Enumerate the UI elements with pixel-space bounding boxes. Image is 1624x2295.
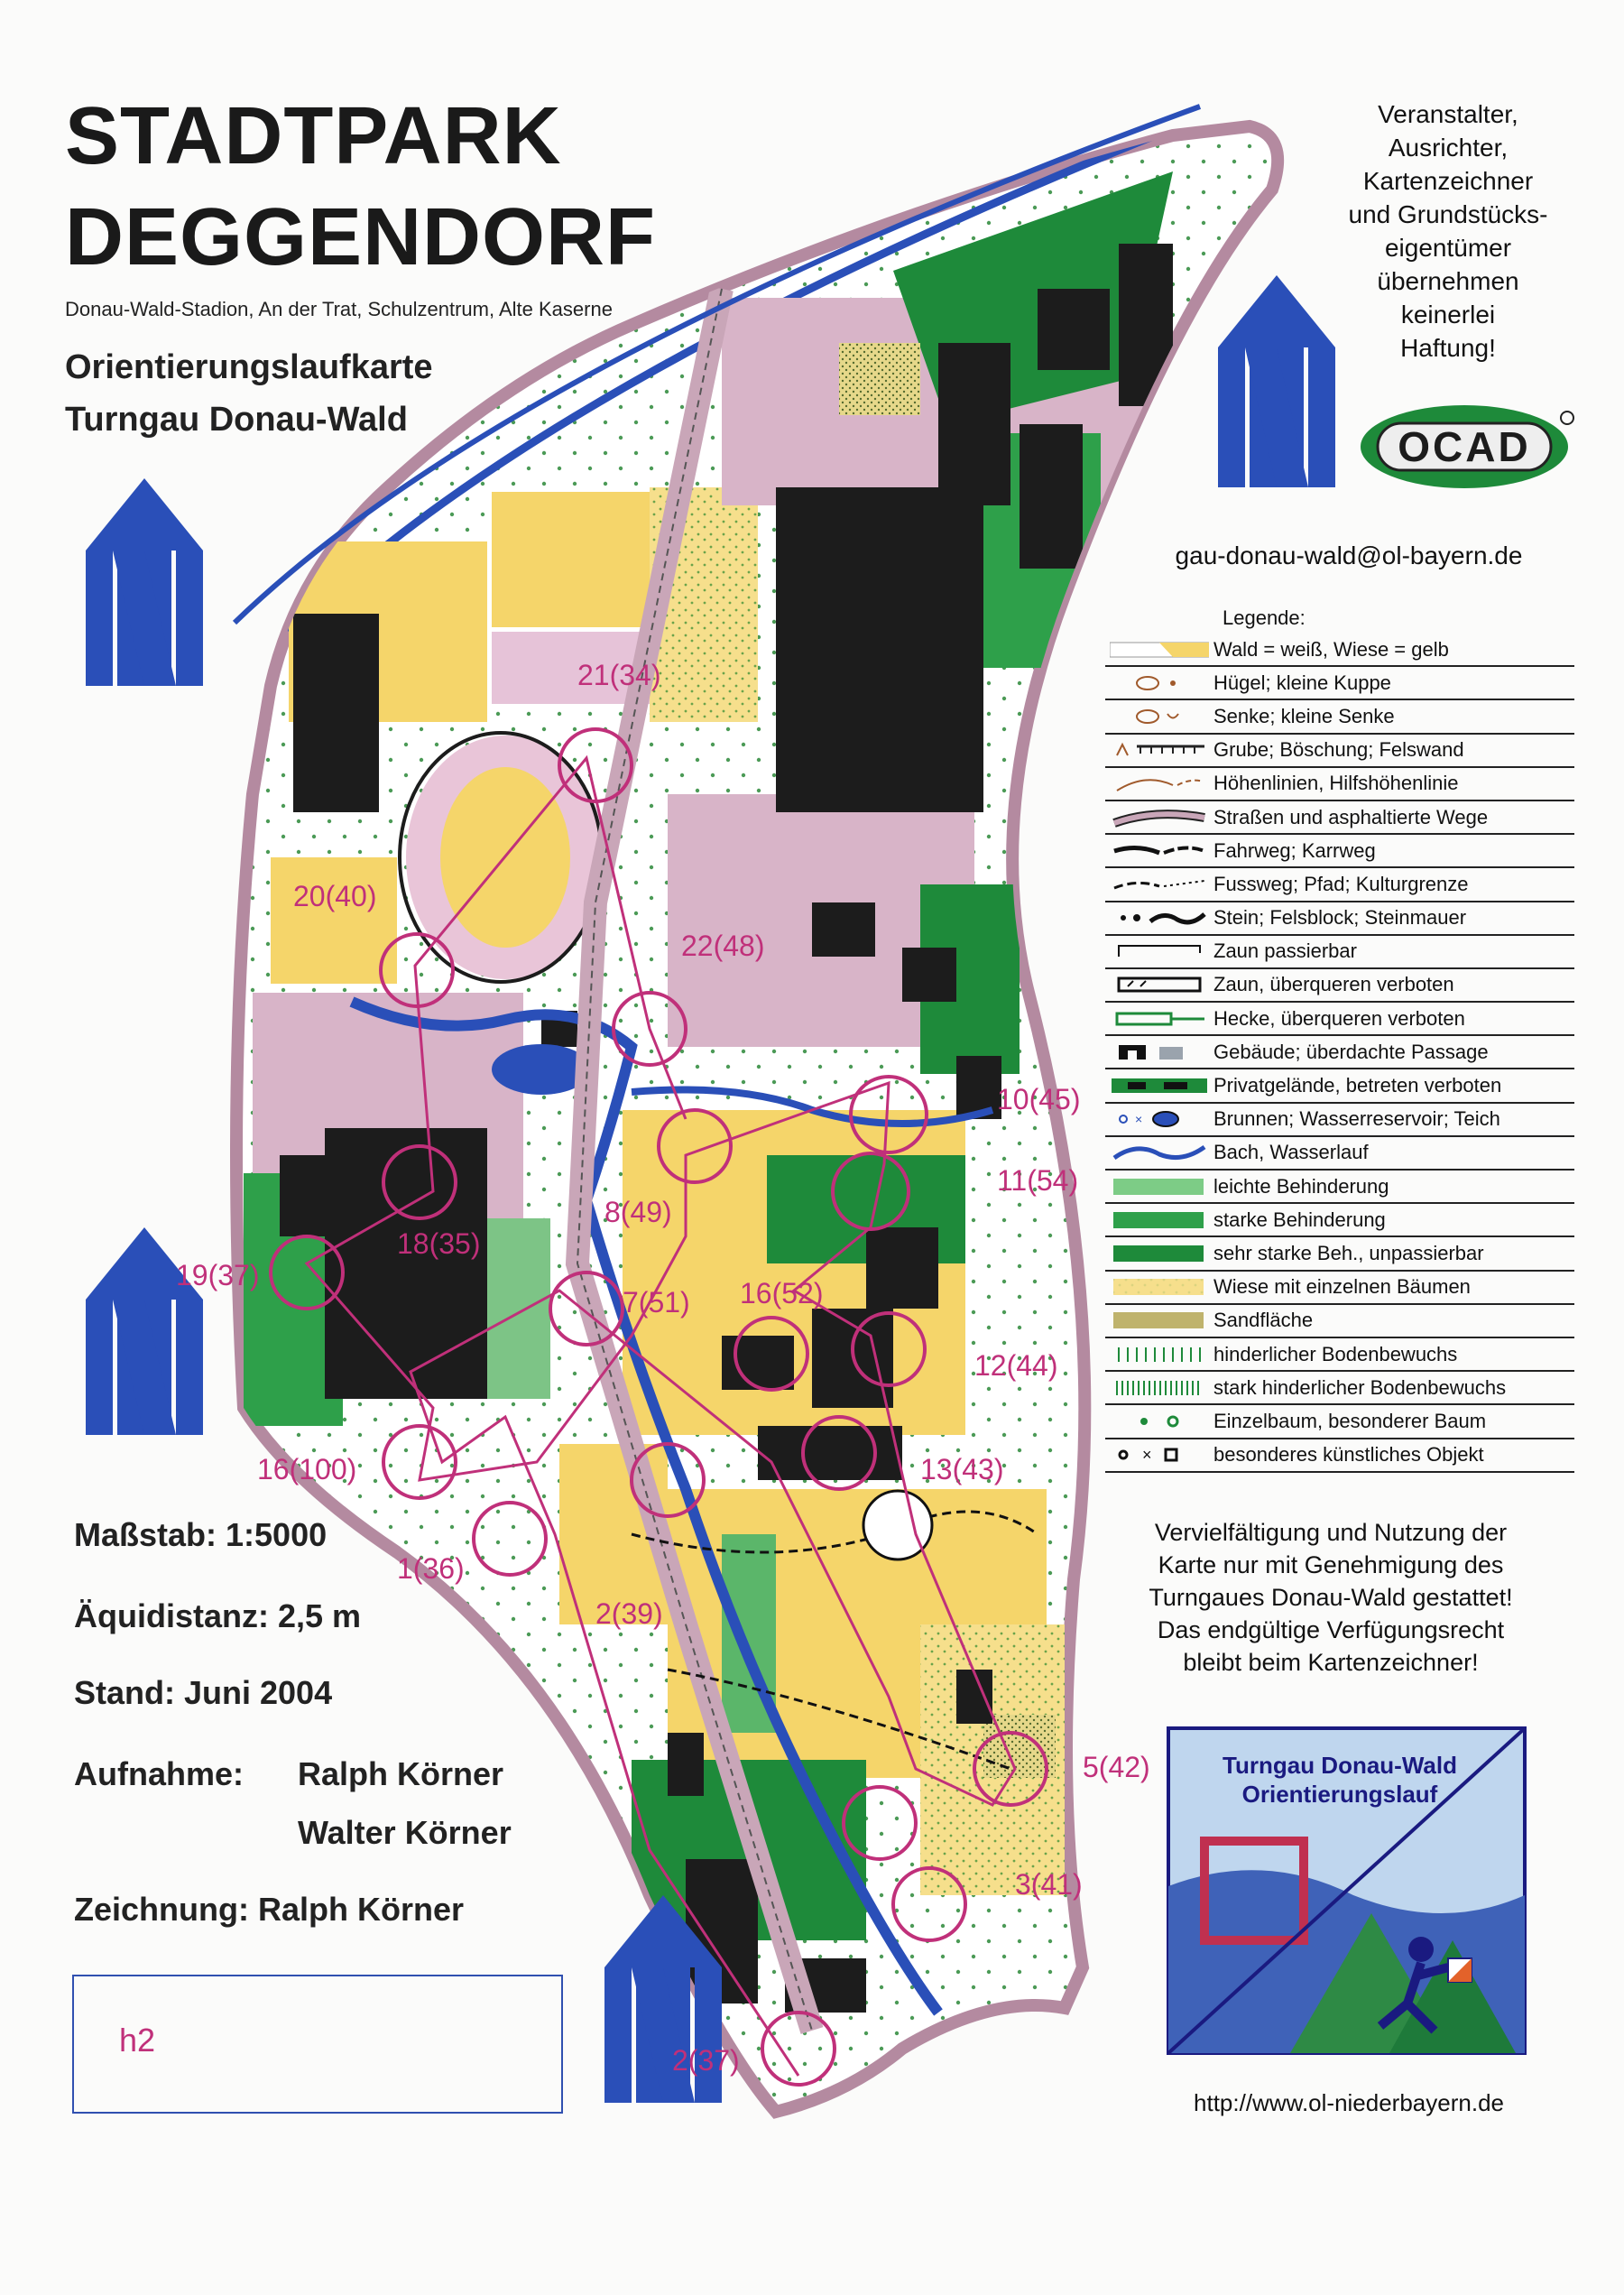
copyright-line: Das endgültige Verfügungsrecht [1157, 1616, 1505, 1643]
hill-icon [1105, 667, 1213, 699]
footpath-icon [1105, 868, 1213, 900]
copyright-line: Turngaues Donau-Wald gestattet! [1149, 1584, 1513, 1611]
legend-row-green-medium [1105, 1204, 1574, 1237]
legend-label: Sandfläche [1213, 1309, 1314, 1332]
copyright-line: Karte nur mit Genehmigung des [1158, 1551, 1504, 1578]
legend-row-forest-meadow [1105, 634, 1574, 667]
legend-label: hinderlicher Bodenbewuchs [1213, 1342, 1458, 1365]
control-label: 1(36) [397, 1552, 465, 1585]
legend-row-footpath [1105, 868, 1574, 902]
tree-icon [1105, 1405, 1213, 1437]
legend-row-private [1105, 1069, 1574, 1103]
ocad-logo [1358, 402, 1579, 492]
legend-label: Straßen und asphaltierte Wege [1213, 805, 1489, 828]
fence-icon [1105, 936, 1213, 967]
legend-row-undergrowth-strong [1105, 1372, 1574, 1405]
north-arrow-icon [86, 478, 203, 686]
legend-row-undergrowth [1105, 1338, 1574, 1372]
special-object-icon [1105, 1439, 1213, 1471]
control-label: 5(42) [1083, 1751, 1150, 1783]
legend-row-pit-cliff [1105, 735, 1574, 768]
track-icon [1105, 835, 1213, 866]
control-label: 2(39) [595, 1597, 663, 1630]
svg-text:×: × [1135, 1112, 1143, 1127]
sand-icon [1105, 1305, 1213, 1337]
legend [1105, 634, 1574, 1473]
copyright-line: bleibt beim Kartenzeichner! [1183, 1649, 1479, 1676]
boulder-icon [1105, 902, 1213, 934]
legend-title: Legende: [1223, 606, 1306, 629]
copyright-line: Vervielfältigung und Nutzung der [1154, 1519, 1508, 1546]
map-title [65, 86, 656, 288]
map-type-line-2: Turngau Donau-Wald [65, 401, 408, 439]
map-subtitle: Donau-Wald-Stadion, An der Trat, Schulzentrum, Alte Kaserne [65, 298, 613, 320]
legend-label: Privatgelände, betreten verboten [1213, 1074, 1502, 1097]
legend-label: sehr starke Beh., unpassierbar [1213, 1241, 1484, 1264]
legend-row-hill [1105, 667, 1574, 700]
legend-row-road [1105, 801, 1574, 835]
legend-row-water-point [1105, 1104, 1574, 1137]
legend-row-boulder [1105, 902, 1574, 936]
disclaimer-line: und Grundstücks- [1348, 200, 1548, 228]
water-point-icon [1105, 1104, 1213, 1135]
legend-label: Gebäude; überdachte Passage [1213, 1040, 1489, 1063]
legend-label: starke Behinderung [1213, 1208, 1386, 1231]
disclaimer-line: keinerlei [1400, 301, 1496, 329]
green-dark-icon [1105, 1237, 1213, 1269]
forest-meadow-icon [1105, 634, 1213, 665]
club-logo-line-1: Turngau Donau-Wald [1223, 1752, 1457, 1779]
legend-label: stark hinderlicher Bodenbewuchs [1213, 1375, 1507, 1399]
legend-label: leichte Behinderung [1213, 1174, 1389, 1198]
control-label: 12(44) [974, 1349, 1058, 1382]
legend-label: Grube; Böschung; Felswand [1213, 738, 1464, 762]
map-date: Stand: Juni 2004 [74, 1674, 333, 1711]
legend-row-sand [1105, 1305, 1574, 1338]
contour-interval: Äquidistanz: 2,5 m [74, 1597, 362, 1634]
private-icon [1105, 1069, 1213, 1101]
depression-icon [1105, 700, 1213, 732]
disclaimer-line: Haftung! [1400, 334, 1496, 362]
legend-label: Stein; Felsblock; Steinmauer [1213, 906, 1467, 930]
copyright-notice [1119, 1516, 1543, 1679]
legend-label: Höhenlinien, Hilfshöhenlinie [1213, 772, 1459, 795]
legend-row-fence-forbidden [1105, 969, 1574, 1003]
control-label: 8(49) [604, 1196, 672, 1228]
website-link[interactable]: http://www.ol-niederbayern.de [1194, 2089, 1504, 2116]
green-medium-icon [1105, 1204, 1213, 1235]
building-icon [1105, 1036, 1213, 1068]
legend-row-green-light [1105, 1171, 1574, 1204]
contact-email[interactable]: gau-donau-wald@ol-bayern.de [1175, 541, 1523, 569]
legend-label: Wald = weiß, Wiese = gelb [1213, 637, 1449, 661]
legend-row-depression [1105, 700, 1574, 734]
title-line-1: STADTPARK [65, 91, 562, 181]
contour-icon [1105, 768, 1213, 800]
legend-label: Brunnen; Wasserreservoir; Teich [1213, 1107, 1500, 1131]
legend-label: besonderes künstliches Objekt [1213, 1443, 1484, 1467]
survey-label: Aufnahme: [74, 1755, 244, 1792]
disclaimer-line: Kartenzeichner [1362, 167, 1534, 195]
control-label: 16(100) [257, 1453, 357, 1485]
legend-row-stream [1105, 1137, 1574, 1171]
legend-row-hedge [1105, 1003, 1574, 1036]
control-label: 21(34) [577, 659, 661, 691]
map-type-line-1: Orientierungslaufkarte [65, 348, 433, 386]
disclaimer-line: Veranstalter, [1378, 100, 1518, 128]
map-scale: Maßstab: 1:5000 [74, 1516, 328, 1553]
club-logo-line-2: Orientierungslauf [1241, 1781, 1438, 1808]
control-label: 13(43) [920, 1453, 1004, 1485]
svg-text:×: × [1142, 1446, 1152, 1465]
fence-forbidden-icon [1105, 969, 1213, 1001]
disclaimer-line: übernehmen [1377, 267, 1519, 295]
control-label: 18(35) [397, 1227, 481, 1260]
legend-label: Einzelbaum, besonderer Baum [1213, 1409, 1487, 1432]
legend-label: Zaun, überqueren verboten [1213, 973, 1454, 996]
legend-row-green-dark [1105, 1237, 1574, 1271]
control-label: 10(45) [997, 1083, 1081, 1115]
control-label: 11(54) [997, 1164, 1079, 1197]
legend-label: Wiese mit einzelnen Bäumen [1213, 1275, 1471, 1299]
pit-cliff-icon [1105, 735, 1213, 766]
legend-row-building [1105, 1036, 1574, 1069]
legend-label: Fussweg; Pfad; Kulturgrenze [1213, 872, 1469, 895]
surveyor-1: Ralph Körner [298, 1755, 504, 1792]
surveyor-2: Walter Körner [298, 1814, 512, 1851]
legend-label: Zaun passierbar [1213, 939, 1357, 963]
course-name: h2 [119, 2022, 156, 2059]
undergrowth-icon [1105, 1338, 1213, 1370]
legend-row-special-object [1105, 1439, 1574, 1473]
control-label: 16(52) [740, 1277, 824, 1309]
green-light-icon [1105, 1171, 1213, 1202]
drawing-credit: Zeichnung: Ralph Körner [74, 1891, 464, 1928]
disclaimer-line: eigentümer [1384, 234, 1512, 262]
ocad-logo-text: OCAD [1398, 423, 1531, 470]
control-label: 20(40) [293, 880, 377, 912]
legend-label: Senke; kleine Senke [1213, 704, 1395, 727]
title-line-2: DEGGENDORF [65, 192, 657, 282]
stream-icon [1105, 1137, 1213, 1169]
legend-label: Hecke, überqueren verboten [1213, 1006, 1465, 1030]
legend-row-contour [1105, 768, 1574, 801]
control-label: 3(41) [1015, 1868, 1083, 1901]
disclaimer-line: Ausrichter, [1388, 134, 1509, 162]
map-type [65, 341, 433, 446]
legend-row-fence [1105, 936, 1574, 969]
legend-row-track [1105, 835, 1574, 868]
hedge-icon [1105, 1003, 1213, 1034]
undergrowth-strong-icon [1105, 1372, 1213, 1403]
liability-disclaimer [1308, 97, 1588, 365]
legend-row-tree [1105, 1405, 1574, 1439]
control-label: 7(51) [623, 1286, 690, 1319]
legend-label: Fahrweg; Karrweg [1213, 838, 1376, 862]
legend-label: Hügel; kleine Kuppe [1213, 671, 1391, 694]
road-icon [1105, 801, 1213, 833]
legend-row-rough-open [1105, 1272, 1574, 1305]
control-label: 22(48) [681, 930, 765, 962]
rough-open-icon [1105, 1272, 1213, 1303]
control-label: 2(37) [672, 2044, 740, 2077]
legend-label: Bach, Wasserlauf [1213, 1141, 1369, 1164]
control-label: 19(37) [176, 1259, 260, 1291]
club-logo-title [1177, 1751, 1502, 1809]
